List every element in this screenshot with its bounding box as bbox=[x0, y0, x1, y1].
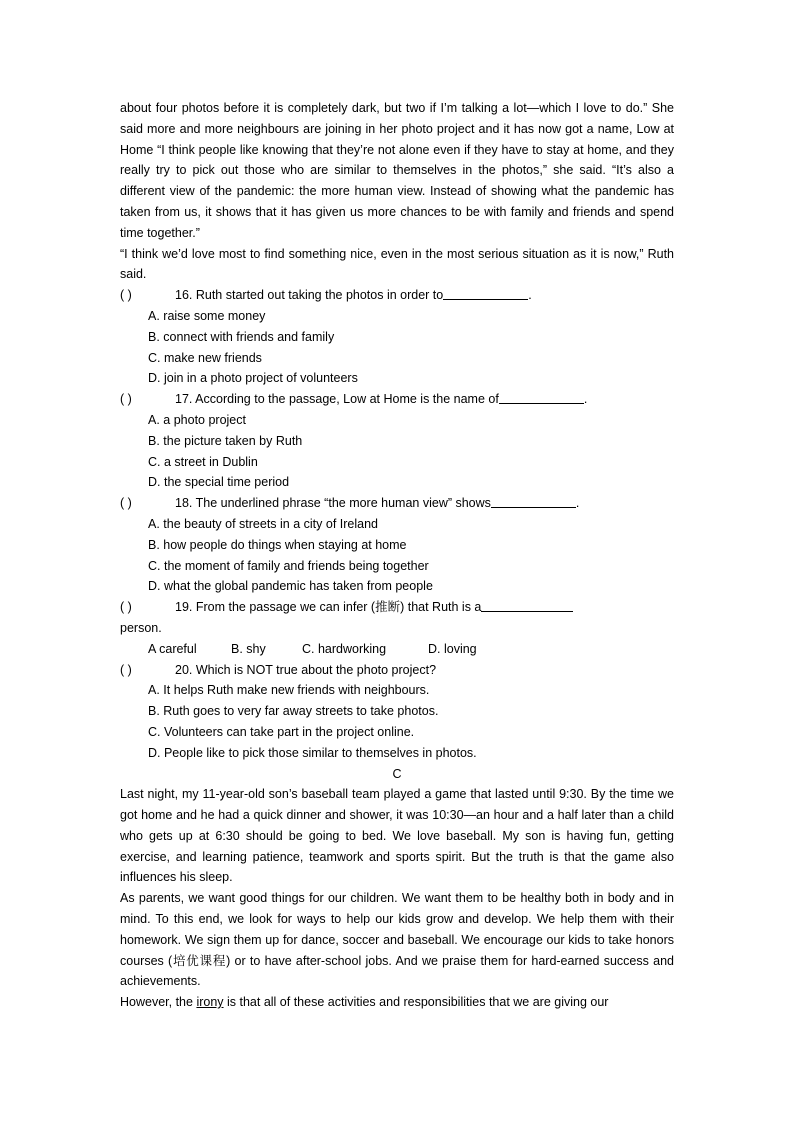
option: D. the special time period bbox=[148, 475, 290, 490]
answer-bracket[interactable]: ( ) bbox=[120, 392, 132, 407]
section-heading: C bbox=[392, 766, 402, 781]
answer-bracket[interactable]: ( ) bbox=[120, 288, 132, 303]
passage-b-paragraph: about four photos before it is completely dark, but two if I’m talking a lot—which I love to do.” She said more and more neighbours are joining in her photo project and it has now got a name, Low at Home “I think people like knowing that they’re not alone even if they have to stay at home, and they really try to pick out those who are similar to themselves in the photos,” she said. “It’s also a different view of the pandemic: the more human view. Instead of showing what the pandemic has taken from us, it shows that it has given us more chances to be with family and friends and spend time together.” bbox=[120, 101, 674, 240]
text-run: However, the bbox=[120, 995, 197, 1010]
answer-bracket[interactable]: ( ) bbox=[120, 662, 132, 677]
question-17 bbox=[120, 389, 674, 410]
option: B. how people do things when staying at home bbox=[148, 537, 407, 552]
question-continuation: person. bbox=[120, 620, 162, 635]
option: A. raise some money bbox=[148, 308, 266, 323]
question-18 bbox=[120, 493, 674, 514]
underlined-word: irony bbox=[196, 995, 224, 1010]
option: B. the picture taken by Ruth bbox=[148, 433, 303, 448]
option: A. It helps Ruth make new friends with neighbours. bbox=[148, 683, 430, 698]
option: C. Volunteers can take part in the project online. bbox=[148, 724, 415, 739]
option: C. a street in Dublin bbox=[148, 454, 258, 469]
question-stem: 18. The underlined phrase “the more human view” shows bbox=[175, 496, 491, 511]
option: A. the beauty of streets in a city of Ireland bbox=[148, 516, 378, 531]
question-end: . bbox=[583, 392, 588, 407]
question-end: . bbox=[528, 288, 532, 303]
option: C. hardworking bbox=[302, 641, 387, 656]
answer-blank bbox=[491, 493, 576, 508]
question-stem: 16. Ruth started out taking the photos in order to bbox=[175, 288, 444, 303]
option: D. join in a photo project of volunteers bbox=[148, 371, 358, 386]
option: B. connect with friends and family bbox=[148, 329, 335, 344]
inline-options bbox=[120, 639, 674, 660]
option: B. shy bbox=[231, 641, 266, 656]
answer-bracket[interactable]: ( ) bbox=[120, 600, 132, 615]
question-stem: 20. Which is NOT true about the photo project? bbox=[175, 662, 437, 677]
passage-b-paragraph: “I think we’d love most to find something nice, even in the most serious situation as it is now,” Ruth said. bbox=[120, 246, 674, 282]
document-page bbox=[120, 98, 674, 1013]
question-16 bbox=[120, 285, 674, 306]
option: D. loving bbox=[428, 641, 477, 656]
option: D. what the global pandemic has taken from people bbox=[148, 579, 433, 594]
text-run: is that all of these activities and responsibilities that we are giving our bbox=[223, 995, 609, 1010]
question-20 bbox=[120, 660, 674, 681]
question-stem: 17. According to the passage, Low at Home is the name of bbox=[175, 392, 499, 407]
passage-c-paragraph: Last night, my 11-year-old son’s baseball team played a game that lasted until 9:30. By the time we got home and he had a quick dinner and shower, it was 10:30—an hour and a half later than a child who gets up at 6:30 should be going to bed. We love baseball. My son is having fun, getting exercise, and learning patience, teamwork and sports spirit. But the truth is that the game also influences his sleep. bbox=[120, 787, 674, 885]
answer-bracket[interactable]: ( ) bbox=[120, 496, 132, 511]
option: A careful bbox=[148, 641, 197, 656]
option: D. People like to pick those similar to themselves in photos. bbox=[148, 745, 477, 760]
answer-blank bbox=[499, 389, 584, 404]
option: C. make new friends bbox=[148, 350, 262, 365]
question-stem: 19. From the passage we can infer (推断) that Ruth is a bbox=[175, 600, 482, 615]
question-end: . bbox=[575, 496, 580, 511]
answer-blank bbox=[481, 597, 573, 612]
passage-c-paragraph bbox=[120, 992, 674, 1013]
option: B. Ruth goes to very far away streets to take photos. bbox=[148, 704, 439, 719]
option: A. a photo project bbox=[148, 412, 246, 427]
passage-c-paragraph: As parents, we want good things for our children. We want them to be healthy both in body and in mind. To this end, we look for ways to help our kids grow and develop. We help them with their homework. We sign them up for dance, soccer and baseball. We encourage our kids to take honors courses (培优课程) or to have after-school jobs. And we praise them for hard-earned success and achievements. bbox=[120, 891, 674, 989]
answer-blank bbox=[443, 285, 528, 300]
option: C. the moment of family and friends being together bbox=[148, 558, 429, 573]
question-19 bbox=[120, 597, 674, 618]
